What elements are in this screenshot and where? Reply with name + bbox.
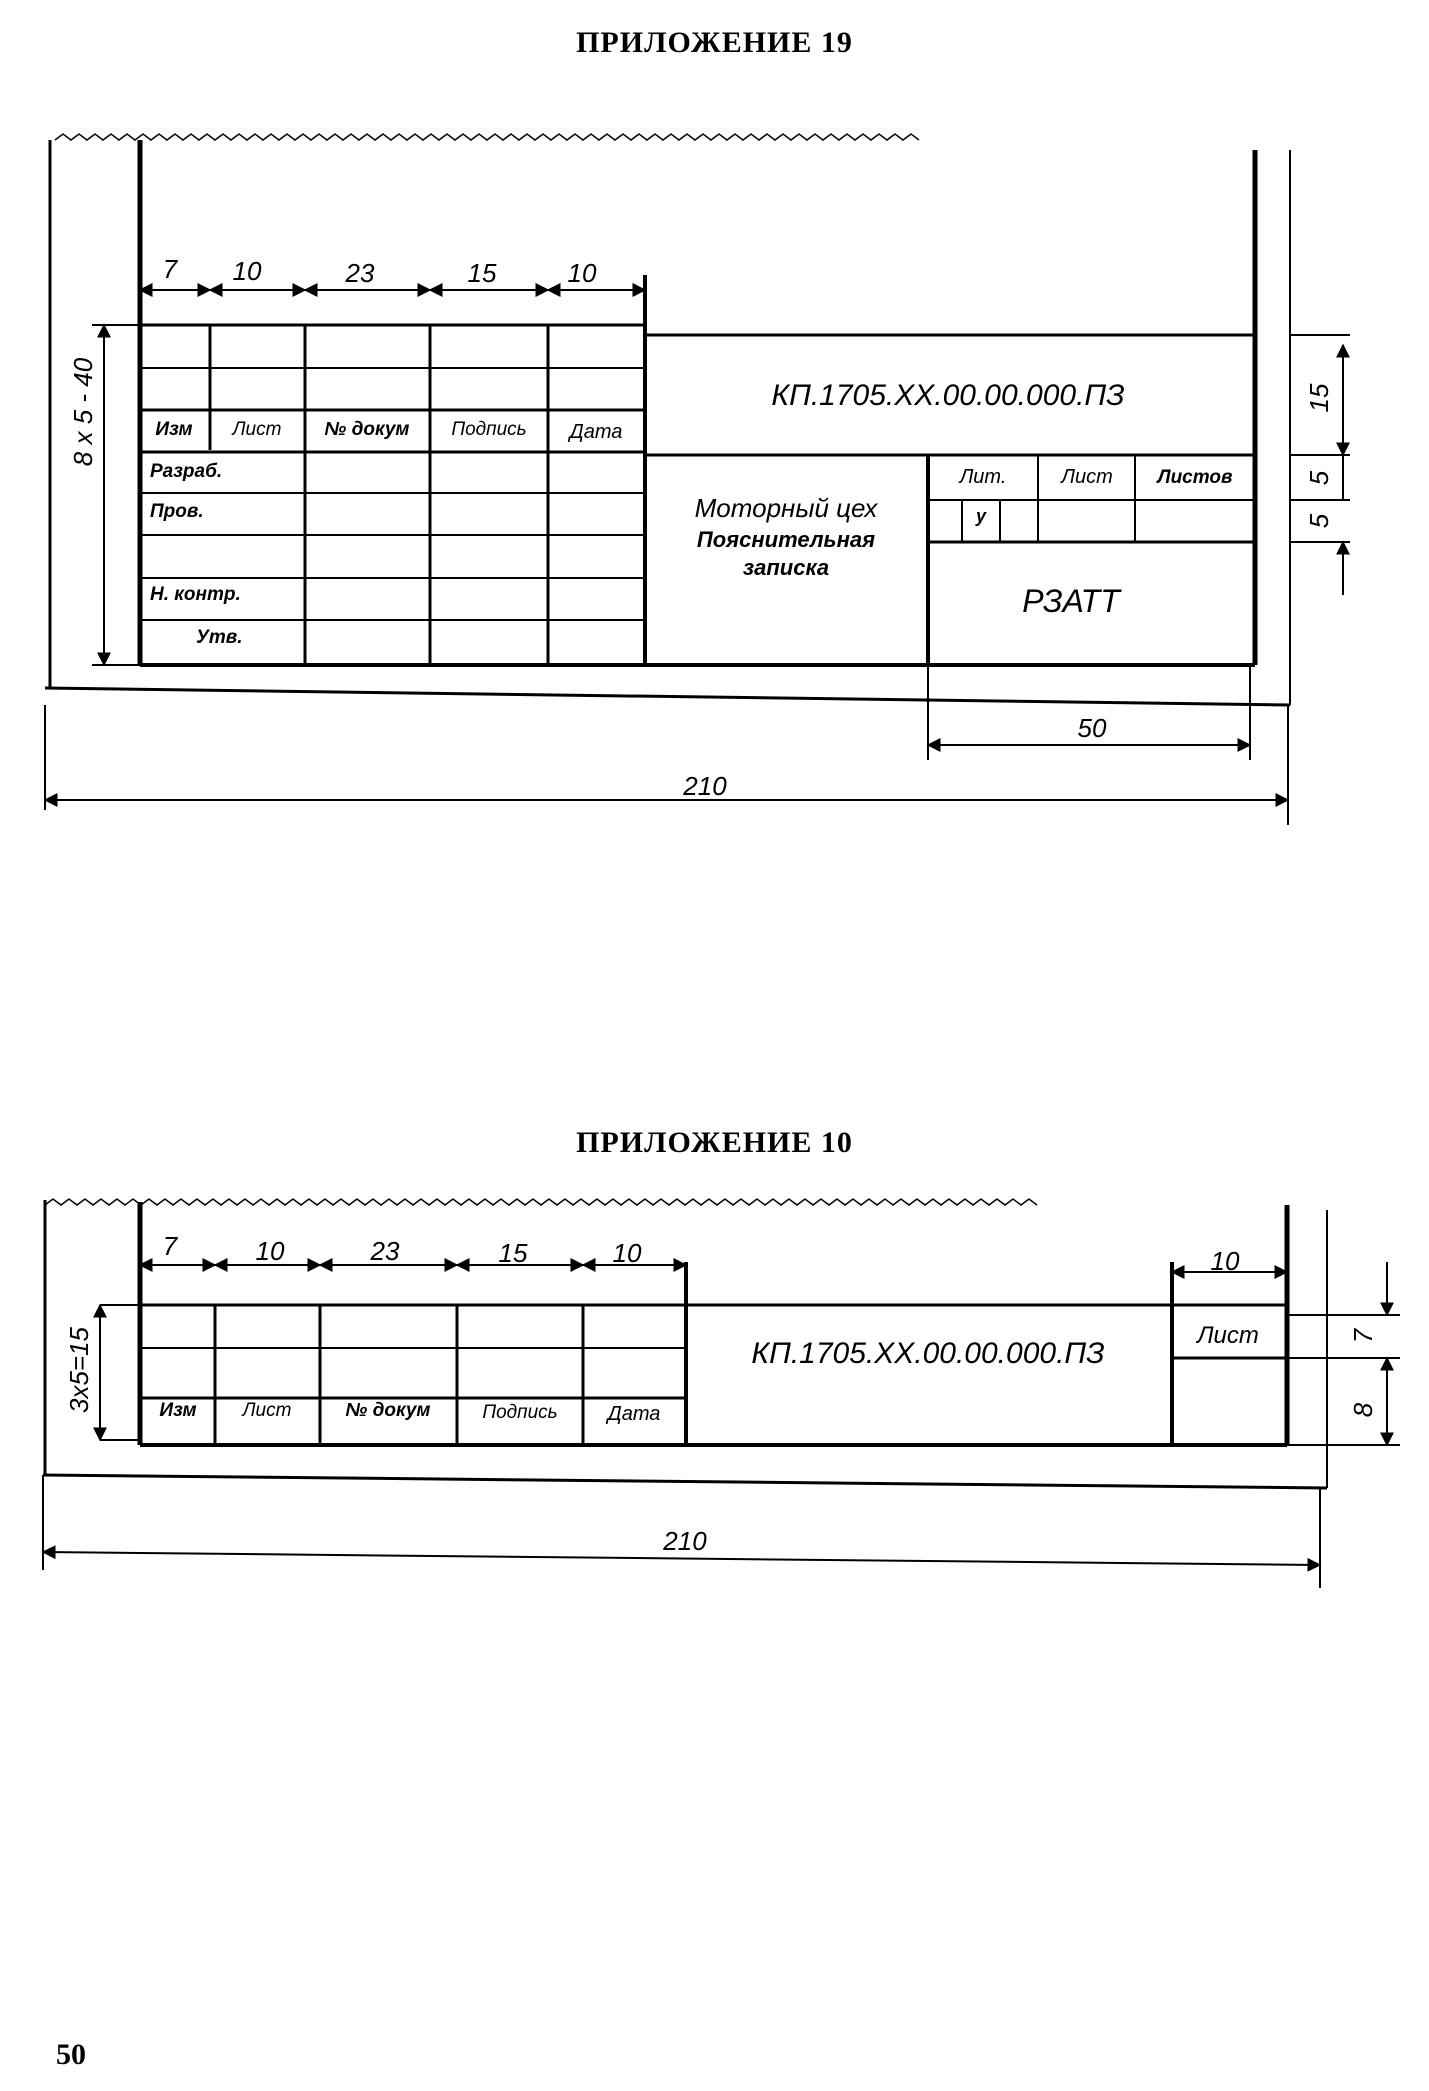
dim2-col-izm: 7 (162, 1231, 178, 1261)
lit-u: у (975, 506, 987, 526)
lit-label: Лит. (959, 466, 1007, 488)
dim-right-width: 50 (1077, 713, 1107, 743)
header-podpis: Подпись (451, 419, 527, 440)
dim-col-data: 10 (567, 258, 597, 288)
sheet-label-2: Лист (1197, 1322, 1259, 1349)
header2-podpis: Подпись (482, 1402, 558, 1423)
dim2-row-8: 8 (1348, 1402, 1378, 1418)
title-line-3: записка (742, 555, 830, 580)
title-block-form-1 (45, 134, 1350, 825)
appendix-10-heading: ПРИЛОЖЕНИЕ 10 (576, 1126, 853, 1159)
dim-row-5b: 5 (1304, 513, 1334, 529)
page-number: 50 (56, 2038, 86, 2071)
title-block-form-2-texts (64, 1231, 1378, 1556)
sheet-label: Лист (1061, 466, 1113, 488)
sheets-label: Листов (1157, 467, 1233, 488)
dim2-col-list: 10 (255, 1236, 285, 1266)
header2-nodoc: № докум (345, 1400, 431, 1421)
designation: КП.1705.XX.00.00.000.ПЗ (771, 379, 1125, 412)
row-utv: Утв. (196, 627, 243, 648)
organization: РЗАТТ (1022, 583, 1120, 619)
appendix-19-heading: ПРИЛОЖЕНИЕ 19 (576, 26, 853, 59)
dim2-row-7: 7 (1348, 1328, 1378, 1344)
dim2-sheet-width: 10 (1210, 1246, 1240, 1276)
dim-col-izm: 7 (162, 254, 178, 284)
row-prov: Пров. (150, 501, 204, 522)
header2-data: Дата (607, 1403, 661, 1425)
header2-list: Лист (242, 1400, 292, 1421)
dim-total-width: 210 (683, 771, 727, 801)
row-razrab: Разраб. (150, 461, 223, 482)
dim-height: 8 x 5 - 40 (68, 357, 98, 467)
dim-col-nodoc: 23 (345, 258, 375, 288)
dim-row-5a: 5 (1304, 470, 1334, 486)
dim-row-15: 15 (1304, 383, 1334, 413)
header2-izm: Изм (159, 1400, 197, 1421)
row-nkontr: Н. контр. (150, 584, 241, 605)
dim2-height: 3x5=15 (64, 1326, 94, 1414)
dim2-col-nodoc: 23 (370, 1236, 400, 1266)
header-izm: Изм (155, 419, 193, 440)
title-block-form-2 (43, 1199, 1400, 1588)
header-list: Лист (232, 419, 282, 440)
designation-2: КП.1705.XX.00.00.000.ПЗ (751, 1337, 1105, 1370)
title-line-1: Моторный цех (694, 493, 878, 523)
title-line-2: Пояснительная (696, 527, 876, 552)
dim-col-list: 10 (232, 256, 262, 286)
dim2-col-data: 10 (612, 1238, 642, 1268)
dim2-col-podpis: 15 (498, 1238, 528, 1268)
dim-col-podpis: 15 (467, 258, 497, 288)
header-data: Дата (569, 421, 623, 443)
header-nodoc: № докум (324, 419, 410, 440)
dim2-total-width: 210 (663, 1526, 707, 1556)
